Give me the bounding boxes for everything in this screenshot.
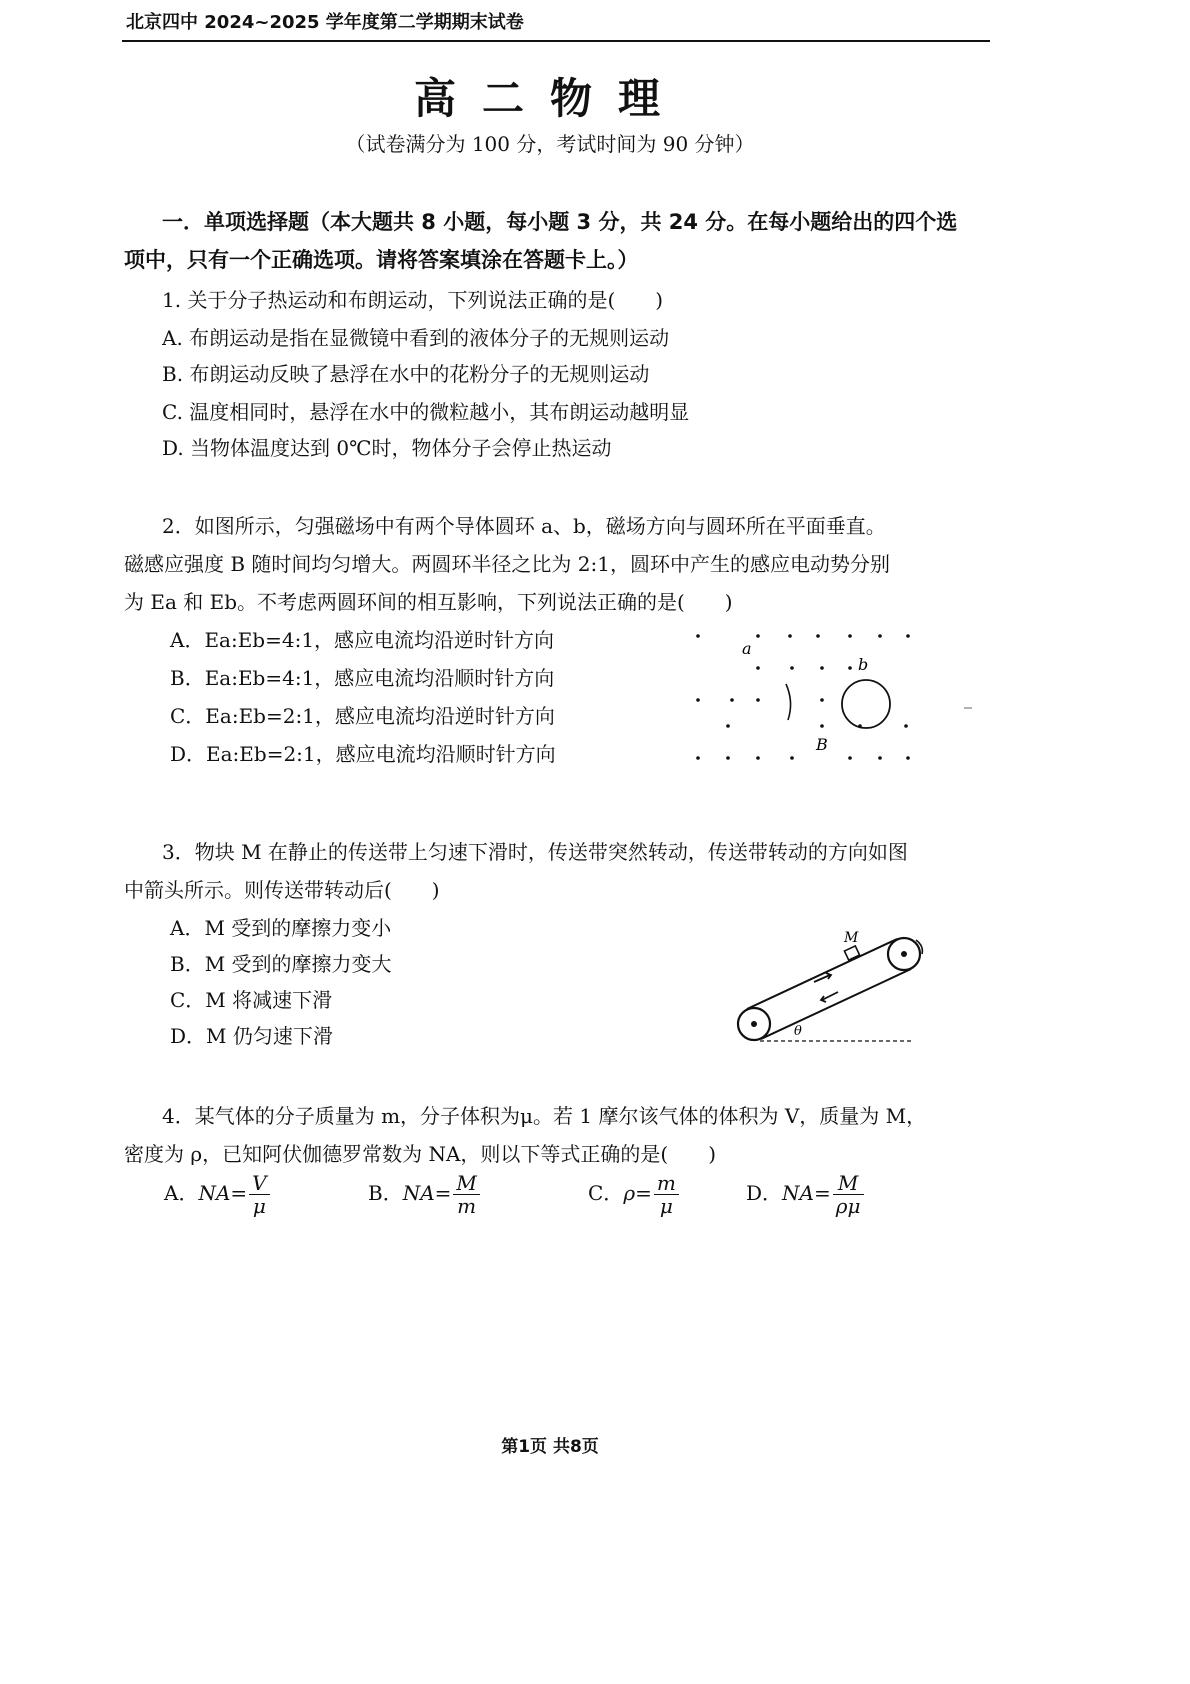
- q3-stem-line1: 3．物块 M 在静止的传送带上匀速下滑时，传送带突然转动，传送带转动的方向如图: [162, 840, 908, 864]
- label-B: B: [816, 735, 828, 754]
- q4-option-b: B．NA= $\frac{M}{m}$: [368, 1172, 480, 1217]
- q2-magnetic-field-figure: [680, 618, 980, 778]
- header-divider: [122, 40, 990, 42]
- q1-option-a: A. 布朗运动是指在显微镜中看到的液体分子的无规则运动: [162, 326, 670, 350]
- q3-option-b: B．M 受到的摩擦力变大: [170, 952, 392, 976]
- belt-bottom: [761, 969, 911, 1039]
- q4-stem-line1: 4．某气体的分子质量为 m，分子体积为μ。若 1 摩尔该气体的体积为 V，质量为 M，: [162, 1104, 927, 1128]
- q4-stem-line2: 密度为 ρ，已知阿伏伽德罗常数为 NA，则以下等式正确的是( ): [124, 1142, 717, 1166]
- fraction: $\frac{V}{\mu}$: [249, 1172, 269, 1217]
- ring-b: [842, 680, 890, 728]
- q4-option-c: C．ρ= $\frac{m}{\mu}$: [588, 1172, 679, 1217]
- exam-header: 北京四中 2024~2025 学年度第二学期期末试卷: [126, 12, 524, 33]
- q4-option-d: D．NA= $\frac{M}{\rho\mu}$: [746, 1172, 864, 1217]
- label-b: b: [858, 655, 869, 674]
- q3-option-c: C．M 将减速下滑: [170, 988, 333, 1012]
- q2-option-b: B．Ea:Eb=4:1，感应电流均沿顺时针方向: [170, 666, 555, 690]
- label-M: M: [844, 930, 859, 946]
- q3-conveyor-figure: [730, 920, 930, 1050]
- page-subtitle: （试卷满分为 100 分，考试时间为 90 分钟）: [345, 132, 755, 156]
- fraction: $\frac{M}{m}$: [453, 1172, 479, 1217]
- q1-option-d: D. 当物体温度达到 0℃时，物体分子会停止热运动: [162, 436, 612, 460]
- page-title: 高二物理: [413, 74, 686, 123]
- q1-stem: 1. 关于分子热运动和布朗运动，下列说法正确的是( ): [162, 288, 664, 312]
- page-number: 第1页 共8页: [501, 1437, 599, 1457]
- fraction: $\frac{m}{\mu}$: [654, 1172, 679, 1217]
- q2-stem-line2: 磁感应强度 B 随时间均匀增大。两圆环半径之比为 2:1，圆环中产生的感应电动势分别: [124, 552, 890, 576]
- q2-option-c: C．Ea:Eb=2:1，感应电流均沿逆时针方向: [170, 704, 555, 728]
- q3-option-d: D．M 仍匀速下滑: [170, 1024, 333, 1048]
- label-a: a: [742, 639, 752, 658]
- q2-stem-line3: 为 Ea 和 Eb。不考虑两圆环间的相互影响，下列说法正确的是( ): [124, 590, 733, 614]
- q3-stem-line2: 中箭头所示。则传送带转动后( ): [124, 878, 440, 902]
- q1-option-c: C. 温度相同时，悬浮在水中的微粒越小，其布朗运动越明显: [162, 400, 690, 424]
- fraction: $\frac{M}{\rho\mu}$: [833, 1172, 864, 1217]
- q2-stem-line1: 2．如图所示，匀强磁场中有两个导体圆环 a、b，磁场方向与圆环所在平面垂直。: [162, 514, 886, 538]
- ring-a-arc: [786, 684, 791, 720]
- field-dots: [696, 634, 910, 760]
- belt-arrow-down: [821, 992, 838, 1002]
- section-heading-line2: 项中，只有一个正确选项。请将答案填涂在答题卡上。）: [124, 248, 639, 272]
- section-heading-line1: 一．单项选择题（本大题共 8 小题，每小题 3 分，共 24 分。在每小题给出的四个选: [162, 210, 958, 234]
- q4-option-a: A．NA= $\frac{V}{\mu}$: [164, 1172, 270, 1217]
- q1-option-b: B. 布朗运动反映了悬浮在水中的花粉分子的无规则运动: [162, 362, 650, 386]
- q2-option-d: D．Ea:Eb=2:1，感应电流均沿顺时针方向: [170, 742, 556, 766]
- label-theta: θ: [794, 1024, 802, 1039]
- q2-option-a: A．Ea:Eb=4:1，感应电流均沿逆时针方向: [170, 628, 555, 652]
- q3-option-a: A．M 受到的摩擦力变小: [170, 916, 392, 940]
